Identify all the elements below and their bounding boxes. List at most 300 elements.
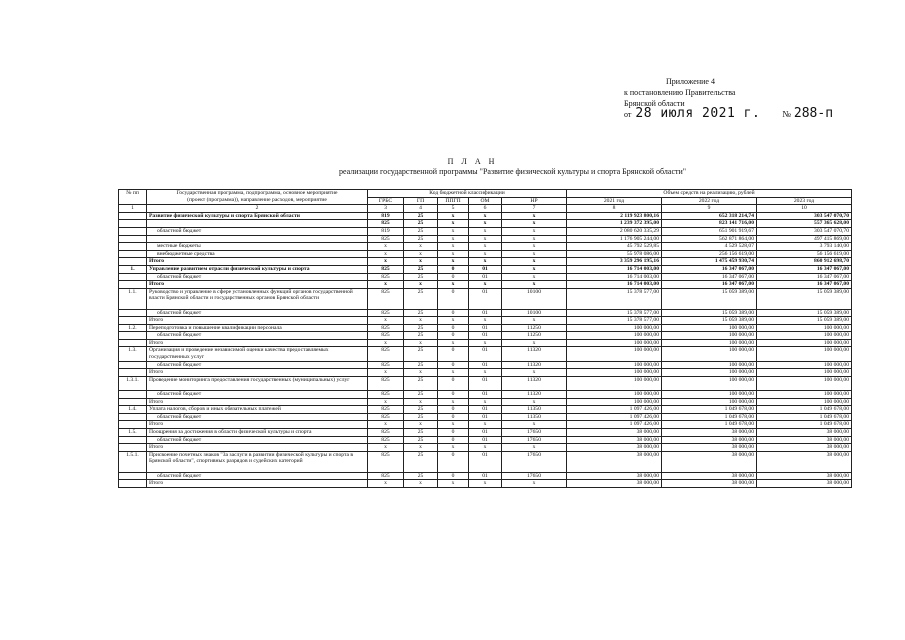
cell-name: Итого bbox=[147, 421, 368, 429]
cell-v3: 16 347 067,00 bbox=[757, 265, 852, 273]
cell-om: 01 bbox=[469, 429, 502, 437]
number-sign: № bbox=[782, 109, 791, 119]
cell-num bbox=[119, 332, 147, 340]
cell-num: 1.3. bbox=[119, 347, 147, 361]
colnum-7: 7 bbox=[502, 205, 567, 213]
cell-num bbox=[119, 281, 147, 289]
table-row bbox=[119, 220, 852, 228]
cell-grbs: 825 bbox=[368, 472, 404, 480]
cell-v2: 1 049 678,00 bbox=[662, 413, 757, 421]
cell-grbs: 825 bbox=[368, 332, 404, 340]
cell-v1: 100 000,00 bbox=[567, 398, 662, 406]
cell-grbs: 825 bbox=[368, 288, 404, 309]
cell-v2: 100 000,00 bbox=[662, 376, 757, 390]
colnum-3: 3 bbox=[368, 205, 404, 213]
cell-gp: x bbox=[404, 243, 438, 251]
cell-num bbox=[119, 421, 147, 429]
cell-v2: 652 318 214,74 bbox=[662, 212, 757, 220]
table-row bbox=[119, 436, 852, 444]
cell-name: Итого bbox=[147, 369, 368, 377]
cell-nr: x bbox=[502, 258, 567, 266]
cell-pgp: x bbox=[438, 398, 469, 406]
cell-grbs: 825 bbox=[368, 273, 404, 281]
cell-gp: x bbox=[404, 369, 438, 377]
cell-nr: x bbox=[502, 243, 567, 251]
header-2022: 2022 год bbox=[662, 197, 757, 205]
cell-pgp: 0 bbox=[438, 472, 469, 480]
cell-gp: x bbox=[404, 258, 438, 266]
colnum-9: 9 bbox=[662, 205, 757, 213]
cell-pgp: x bbox=[438, 235, 469, 243]
table-row bbox=[119, 480, 852, 488]
cell-pgp: 0 bbox=[438, 361, 469, 369]
cell-gp: 25 bbox=[404, 265, 438, 273]
cell-nr: 11320 bbox=[502, 376, 567, 390]
cell-om: x bbox=[469, 220, 502, 228]
cell-v1: 15 378 577,00 bbox=[567, 309, 662, 317]
cell-v1: 100 000,00 bbox=[567, 324, 662, 332]
cell-v1: 1 097 426,00 bbox=[567, 413, 662, 421]
cell-name: областной бюджет bbox=[147, 361, 368, 369]
cell-v3: 100 000,00 bbox=[757, 398, 852, 406]
cell-num bbox=[119, 317, 147, 325]
table-row bbox=[119, 332, 852, 340]
header-nr: НР bbox=[502, 197, 567, 205]
cell-gp: 25 bbox=[404, 235, 438, 243]
cell-v1: 15 378 577,00 bbox=[567, 317, 662, 325]
cell-nr: x bbox=[502, 273, 567, 281]
cell-num: 1.4. bbox=[119, 406, 147, 414]
cell-v2: 15 059 389,00 bbox=[662, 317, 757, 325]
table-row bbox=[119, 281, 852, 289]
header-name-line1: Государственная программа, подпрограмма, основное мероприятие bbox=[176, 190, 338, 196]
cell-v1: 38 000,00 bbox=[567, 436, 662, 444]
cell-v3: 100 000,00 bbox=[757, 391, 852, 399]
cell-v3: 303 547 070,70 bbox=[757, 227, 852, 235]
cell-name: внебюджетные средства bbox=[147, 250, 368, 258]
cell-nr: 11320 bbox=[502, 361, 567, 369]
cell-om: x bbox=[469, 398, 502, 406]
header-om: ОМ bbox=[469, 197, 502, 205]
cell-v2: 38 000,00 bbox=[662, 436, 757, 444]
cell-grbs: 825 bbox=[368, 220, 404, 228]
cell-nr: 11250 bbox=[502, 332, 567, 340]
cell-num bbox=[119, 413, 147, 421]
cell-name: Управление развитием отрасли физической культуры и спорта bbox=[147, 265, 368, 273]
cell-grbs: x bbox=[368, 243, 404, 251]
cell-v3: 860 912 698,70 bbox=[757, 258, 852, 266]
cell-pgp: x bbox=[438, 480, 469, 488]
cell-grbs: 825 bbox=[368, 451, 404, 472]
cell-grbs: 825 bbox=[368, 436, 404, 444]
cell-v2: 823 141 716,00 bbox=[662, 220, 757, 228]
cell-v2: 100 000,00 bbox=[662, 361, 757, 369]
cell-om: x bbox=[469, 227, 502, 235]
cell-name: Организация и проведение независимой оценки качества предоставляемых государственных услуг bbox=[147, 347, 368, 361]
cell-om: x bbox=[469, 212, 502, 220]
cell-pgp: x bbox=[438, 250, 469, 258]
appendix-block bbox=[624, 76, 833, 120]
cell-v2: 15 059 389,00 bbox=[662, 309, 757, 317]
cell-grbs: 825 bbox=[368, 347, 404, 361]
cell-nr: 11250 bbox=[502, 324, 567, 332]
cell-v1: 55 978 086,00 bbox=[567, 250, 662, 258]
cell-grbs: 825 bbox=[368, 265, 404, 273]
cell-v2: 256 156 619,00 bbox=[662, 250, 757, 258]
cell-nr: 11320 bbox=[502, 347, 567, 361]
table-row bbox=[119, 265, 852, 273]
cell-om: 01 bbox=[469, 451, 502, 472]
cell-v2: 651 901 919,67 bbox=[662, 227, 757, 235]
cell-v3: 38 000,00 bbox=[757, 480, 852, 488]
cell-gp: 25 bbox=[404, 391, 438, 399]
cell-om: x bbox=[469, 480, 502, 488]
cell-grbs: 825 bbox=[368, 324, 404, 332]
table-row bbox=[119, 288, 852, 309]
cell-gp: 25 bbox=[404, 220, 438, 228]
cell-gp: x bbox=[404, 398, 438, 406]
cell-num bbox=[119, 436, 147, 444]
cell-v1: 38 000,00 bbox=[567, 480, 662, 488]
cell-pgp: x bbox=[438, 258, 469, 266]
cell-name bbox=[147, 235, 368, 243]
cell-v3: 100 000,00 bbox=[757, 339, 852, 347]
cell-gp: 25 bbox=[404, 309, 438, 317]
cell-pgp: 0 bbox=[438, 309, 469, 317]
cell-v3: 38 000,00 bbox=[757, 472, 852, 480]
cell-pgp: 0 bbox=[438, 347, 469, 361]
cell-om: 01 bbox=[469, 347, 502, 361]
cell-v1: 38 000,00 bbox=[567, 472, 662, 480]
decree-date: 28 июля 2021 г. bbox=[635, 106, 761, 121]
cell-nr: 17650 bbox=[502, 429, 567, 437]
cell-v2: 16 347 067,00 bbox=[662, 273, 757, 281]
cell-gp: 25 bbox=[404, 406, 438, 414]
cell-v3: 56 156 619,00 bbox=[757, 250, 852, 258]
cell-name: областной бюджет bbox=[147, 413, 368, 421]
cell-v1: 1 097 426,00 bbox=[567, 421, 662, 429]
cell-name: Итого bbox=[147, 317, 368, 325]
cell-v3: 1 049 678,00 bbox=[757, 413, 852, 421]
cell-gp: x bbox=[404, 444, 438, 452]
table-row bbox=[119, 227, 852, 235]
cell-grbs: x bbox=[368, 421, 404, 429]
cell-name: Итого bbox=[147, 480, 368, 488]
table-row bbox=[119, 309, 852, 317]
cell-v2: 15 059 389,00 bbox=[662, 288, 757, 309]
cell-num bbox=[119, 258, 147, 266]
cell-om: 01 bbox=[469, 361, 502, 369]
cell-name: областной бюджет bbox=[147, 391, 368, 399]
cell-v2: 16 347 067,00 bbox=[662, 281, 757, 289]
table-row bbox=[119, 406, 852, 414]
cell-v1: 100 000,00 bbox=[567, 361, 662, 369]
cell-pgp: x bbox=[438, 444, 469, 452]
cell-nr: x bbox=[502, 317, 567, 325]
cell-gp: 25 bbox=[404, 324, 438, 332]
cell-num bbox=[119, 398, 147, 406]
cell-grbs: 825 bbox=[368, 376, 404, 390]
cell-v2: 38 000,00 bbox=[662, 472, 757, 480]
cell-pgp: 0 bbox=[438, 332, 469, 340]
table-row bbox=[119, 376, 852, 390]
cell-num: 1.3.1. bbox=[119, 376, 147, 390]
cell-nr: x bbox=[502, 421, 567, 429]
cell-pgp: x bbox=[438, 243, 469, 251]
cell-v3: 557 365 628,00 bbox=[757, 220, 852, 228]
cell-nr: 17650 bbox=[502, 436, 567, 444]
cell-num bbox=[119, 250, 147, 258]
table-row bbox=[119, 429, 852, 437]
colnum-1: 1 bbox=[119, 205, 147, 213]
cell-v3: 100 000,00 bbox=[757, 347, 852, 361]
cell-num bbox=[119, 227, 147, 235]
cell-num: 1. bbox=[119, 265, 147, 273]
plan-table bbox=[118, 189, 852, 488]
cell-om: 01 bbox=[469, 273, 502, 281]
cell-pgp: x bbox=[438, 339, 469, 347]
cell-nr: x bbox=[502, 220, 567, 228]
cell-grbs: 819 bbox=[368, 212, 404, 220]
cell-v3: 38 000,00 bbox=[757, 429, 852, 437]
cell-grbs: x bbox=[368, 369, 404, 377]
cell-v1: 1 176 905 244,00 bbox=[567, 235, 662, 243]
cell-nr: x bbox=[502, 444, 567, 452]
cell-name: областной бюджет bbox=[147, 227, 368, 235]
cell-pgp: x bbox=[438, 220, 469, 228]
cell-v3: 303 547 070,70 bbox=[757, 212, 852, 220]
cell-num bbox=[119, 273, 147, 281]
cell-nr: x bbox=[502, 250, 567, 258]
cell-num bbox=[119, 444, 147, 452]
cell-name: областной бюджет bbox=[147, 332, 368, 340]
table-row bbox=[119, 258, 852, 266]
cell-name: местные бюджеты bbox=[147, 243, 368, 251]
cell-pgp: 0 bbox=[438, 324, 469, 332]
cell-gp: x bbox=[404, 281, 438, 289]
cell-v1: 45 792 529,85 bbox=[567, 243, 662, 251]
cell-v1: 100 000,00 bbox=[567, 376, 662, 390]
cell-grbs: 825 bbox=[368, 361, 404, 369]
cell-gp: 25 bbox=[404, 451, 438, 472]
cell-v3: 38 000,00 bbox=[757, 444, 852, 452]
cell-num bbox=[119, 243, 147, 251]
cell-v2: 1 475 459 930,74 bbox=[662, 258, 757, 266]
cell-grbs: x bbox=[368, 281, 404, 289]
cell-gp: x bbox=[404, 339, 438, 347]
table-row bbox=[119, 398, 852, 406]
cell-v3: 100 000,00 bbox=[757, 361, 852, 369]
cell-name: Развитие физической культуры и спорта Брянской области bbox=[147, 212, 368, 220]
cell-gp: 25 bbox=[404, 212, 438, 220]
cell-v1: 100 000,00 bbox=[567, 332, 662, 340]
cell-grbs: 825 bbox=[368, 391, 404, 399]
cell-name: Итого bbox=[147, 281, 368, 289]
table-row bbox=[119, 243, 852, 251]
cell-v1: 2 119 923 800,16 bbox=[567, 212, 662, 220]
cell-name: Руководство и управление в сфере установленных функций органов государственной власти Брянской области и государственных органов Брянской области bbox=[147, 288, 368, 309]
cell-v1: 3 359 296 195,16 bbox=[567, 258, 662, 266]
cell-v2: 100 000,00 bbox=[662, 398, 757, 406]
colnum-10: 10 bbox=[757, 205, 852, 213]
cell-nr: x bbox=[502, 339, 567, 347]
cell-v3: 15 059 389,00 bbox=[757, 288, 852, 309]
cell-v3: 497 415 869,00 bbox=[757, 235, 852, 243]
cell-v2: 38 000,00 bbox=[662, 451, 757, 472]
colnum-6: 6 bbox=[469, 205, 502, 213]
cell-name: Поощрения за достижения в области физической культуры и спорта bbox=[147, 429, 368, 437]
cell-om: 01 bbox=[469, 288, 502, 309]
cell-num bbox=[119, 391, 147, 399]
cell-v3: 3 793 140,00 bbox=[757, 243, 852, 251]
appendix-region: Брянской области bbox=[624, 99, 685, 108]
cell-om: x bbox=[469, 250, 502, 258]
cell-om: x bbox=[469, 421, 502, 429]
cell-v2: 38 000,00 bbox=[662, 429, 757, 437]
cell-om: x bbox=[469, 243, 502, 251]
cell-num: 1.2. bbox=[119, 324, 147, 332]
colnum-4: 4 bbox=[404, 205, 438, 213]
cell-pgp: x bbox=[438, 227, 469, 235]
table-row bbox=[119, 273, 852, 281]
cell-v2: 1 049 678,00 bbox=[662, 406, 757, 414]
cell-gp: 25 bbox=[404, 332, 438, 340]
cell-num bbox=[119, 220, 147, 228]
cell-v3: 16 347 067,00 bbox=[757, 273, 852, 281]
cell-v3: 100 000,00 bbox=[757, 332, 852, 340]
cell-nr: x bbox=[502, 265, 567, 273]
cell-nr: x bbox=[502, 212, 567, 220]
table-row bbox=[119, 444, 852, 452]
cell-v1: 16 714 003,00 bbox=[567, 265, 662, 273]
cell-grbs: x bbox=[368, 339, 404, 347]
cell-pgp: 0 bbox=[438, 273, 469, 281]
cell-v2: 100 000,00 bbox=[662, 332, 757, 340]
cell-pgp: 0 bbox=[438, 429, 469, 437]
header-num: № пп bbox=[119, 190, 147, 205]
header-2021: 2021 год bbox=[567, 197, 662, 205]
cell-grbs: x bbox=[368, 398, 404, 406]
colnum-8: 8 bbox=[567, 205, 662, 213]
cell-gp: 25 bbox=[404, 472, 438, 480]
cell-v2: 100 000,00 bbox=[662, 324, 757, 332]
header-pgp: ППГП bbox=[438, 197, 469, 205]
cell-name: Итого bbox=[147, 398, 368, 406]
table-row bbox=[119, 339, 852, 347]
appendix-number: Приложение 4 bbox=[666, 77, 715, 86]
cell-num bbox=[119, 361, 147, 369]
table-row bbox=[119, 391, 852, 399]
table-row bbox=[119, 317, 852, 325]
cell-grbs: 819 bbox=[368, 227, 404, 235]
cell-gp: 25 bbox=[404, 227, 438, 235]
date-prefix: от bbox=[624, 110, 632, 119]
cell-gp: 25 bbox=[404, 429, 438, 437]
header-grbs: ГРБС bbox=[368, 197, 404, 205]
cell-om: 01 bbox=[469, 265, 502, 273]
cell-v1: 2 080 620 335,29 bbox=[567, 227, 662, 235]
cell-num bbox=[119, 309, 147, 317]
cell-num: 1.5.1. bbox=[119, 451, 147, 472]
cell-v3: 38 000,00 bbox=[757, 451, 852, 472]
cell-v1: 100 000,00 bbox=[567, 391, 662, 399]
cell-nr: 11350 bbox=[502, 406, 567, 414]
cell-v2: 38 000,00 bbox=[662, 480, 757, 488]
table-row bbox=[119, 361, 852, 369]
cell-pgp: 0 bbox=[438, 288, 469, 309]
cell-pgp: 0 bbox=[438, 436, 469, 444]
cell-name: Уплата налогов, сборов и иных обязательных платежей bbox=[147, 406, 368, 414]
cell-gp: x bbox=[404, 250, 438, 258]
header-name-line2: (проект (программа)), направление расходов, мероприятие bbox=[187, 196, 327, 203]
cell-grbs: x bbox=[368, 258, 404, 266]
cell-nr: x bbox=[502, 398, 567, 406]
cell-gp: 25 bbox=[404, 347, 438, 361]
cell-grbs: x bbox=[368, 250, 404, 258]
cell-grbs: 825 bbox=[368, 429, 404, 437]
cell-v1: 1 097 426,00 bbox=[567, 406, 662, 414]
cell-gp: 25 bbox=[404, 376, 438, 390]
cell-om: x bbox=[469, 281, 502, 289]
cell-v3: 16 347 067,00 bbox=[757, 281, 852, 289]
cell-v1: 100 000,00 bbox=[567, 347, 662, 361]
header-2023: 2023 год bbox=[757, 197, 852, 205]
cell-om: x bbox=[469, 317, 502, 325]
cell-gp: 25 bbox=[404, 361, 438, 369]
decree-number: 288-п bbox=[793, 106, 834, 121]
plan-table-body bbox=[119, 212, 852, 487]
cell-v1: 100 000,00 bbox=[567, 339, 662, 347]
cell-nr: 11320 bbox=[502, 391, 567, 399]
cell-v3: 15 059 389,00 bbox=[757, 309, 852, 317]
cell-om: x bbox=[469, 235, 502, 243]
cell-pgp: 0 bbox=[438, 265, 469, 273]
cell-v2: 100 000,00 bbox=[662, 347, 757, 361]
cell-pgp: x bbox=[438, 421, 469, 429]
cell-v2: 562 871 864,00 bbox=[662, 235, 757, 243]
appendix-date-line bbox=[624, 108, 833, 120]
cell-gp: x bbox=[404, 317, 438, 325]
cell-name: областной бюджет bbox=[147, 309, 368, 317]
cell-om: 01 bbox=[469, 472, 502, 480]
cell-om: x bbox=[469, 339, 502, 347]
cell-name: Проведение мониторинга предоставления государственных (муниципальных) услуг bbox=[147, 376, 368, 390]
cell-v3: 38 000,00 bbox=[757, 436, 852, 444]
cell-om: 01 bbox=[469, 309, 502, 317]
cell-om: 01 bbox=[469, 436, 502, 444]
cell-nr: x bbox=[502, 480, 567, 488]
cell-pgp: 0 bbox=[438, 376, 469, 390]
cell-grbs: 825 bbox=[368, 235, 404, 243]
cell-num bbox=[119, 369, 147, 377]
cell-om: x bbox=[469, 369, 502, 377]
cell-num bbox=[119, 480, 147, 488]
header-kbk: Код бюджетной классификации bbox=[368, 190, 567, 198]
cell-nr: 10100 bbox=[502, 309, 567, 317]
cell-name: Присвоение почетных знаков "За заслуги в развитии физической культуры и спорта в Брянской области", спортивных разрядов и судейских категорий bbox=[147, 451, 368, 472]
table-row bbox=[119, 369, 852, 377]
cell-nr: x bbox=[502, 235, 567, 243]
cell-om: 01 bbox=[469, 406, 502, 414]
cell-om: 01 bbox=[469, 413, 502, 421]
table-row bbox=[119, 421, 852, 429]
table-row bbox=[119, 472, 852, 480]
cell-v1: 38 000,00 bbox=[567, 429, 662, 437]
cell-v3: 100 000,00 bbox=[757, 324, 852, 332]
cell-v2: 38 000,00 bbox=[662, 444, 757, 452]
appendix-decree: к постановлению Правительства bbox=[624, 88, 736, 97]
cell-om: x bbox=[469, 444, 502, 452]
